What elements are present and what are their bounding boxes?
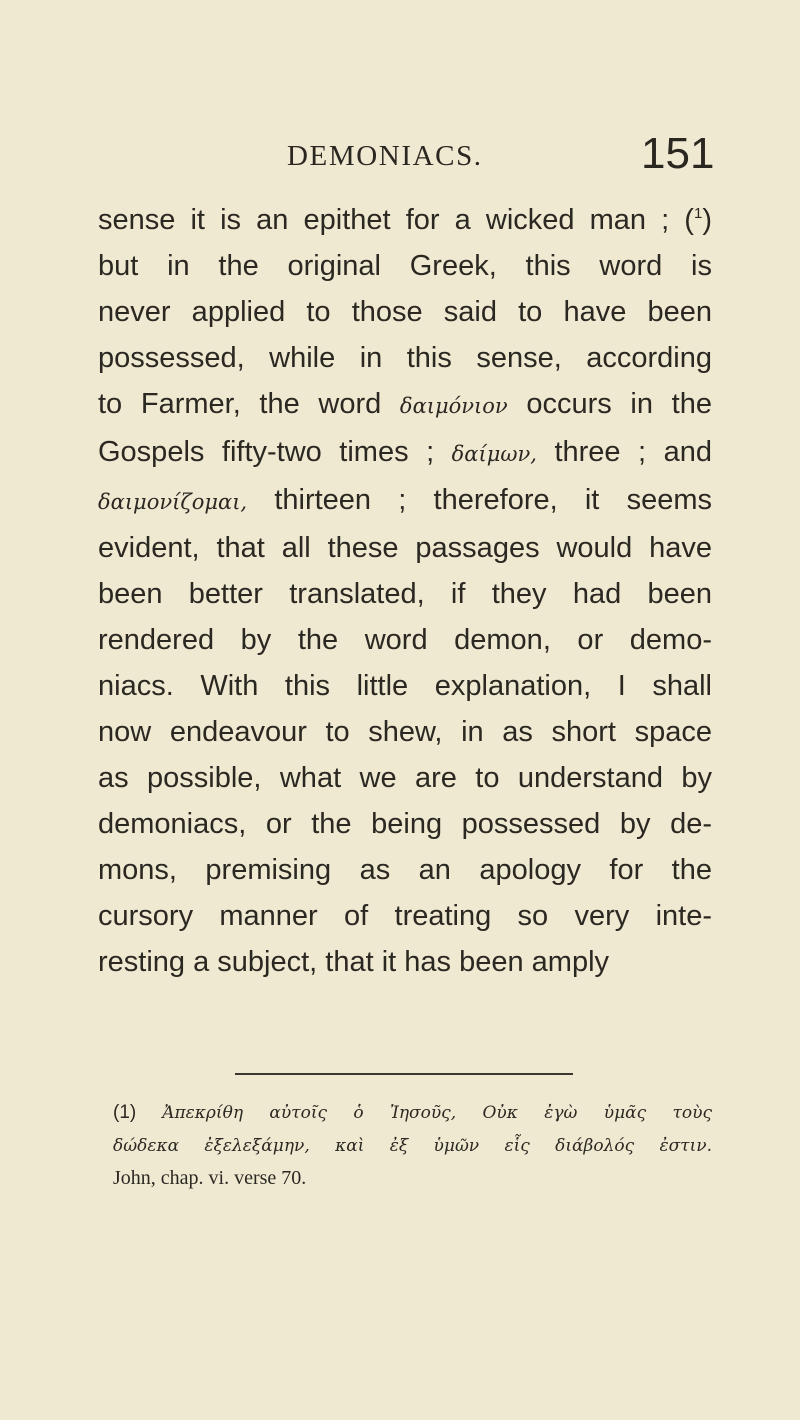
- body-text: [98, 197, 712, 985]
- footnote-line: [113, 1096, 712, 1129]
- text-line: mons, premising as an apology for the: [98, 854, 712, 886]
- text-line: as possible, what we are to understand by: [98, 762, 712, 794]
- greek-word: δαίμων,: [451, 442, 537, 466]
- text-line: evident, that all these passages would have: [98, 532, 712, 564]
- footnote-citation: John, chap. vi. verse 70.: [113, 1167, 307, 1189]
- greek-quotation: δώδεκα ἐξελεξάμην, καὶ ἐξ ὑμῶν εἷς διάβολός ἐστιν.: [113, 1136, 712, 1156]
- text-line: but in the original Greek, this word is: [98, 250, 712, 282]
- greek-word: δαιμόνιον: [399, 394, 508, 418]
- text-line: been better translated, if they had been: [98, 578, 712, 610]
- text-line: Gospels fifty-two times ; δαίμων, three ; and: [98, 436, 712, 468]
- footnote-reference: 1: [693, 205, 703, 222]
- text-line: now endeavour to shew, in as short space: [98, 716, 712, 748]
- running-title: DEMONIACS.: [287, 140, 483, 172]
- text-line: niacs. With this little explanation, I shall: [98, 670, 712, 702]
- text-line: sense it is an epithet for a wicked man ; ($^1$): [98, 204, 712, 236]
- text-line: rendered by the word demon, or demo-: [98, 624, 712, 656]
- text-line: possessed, while in this sense, according: [98, 342, 712, 374]
- footnote-line: [113, 1129, 712, 1162]
- text-line: δαιμονίζομαι, thirteen ; therefore, it seems: [98, 484, 712, 516]
- running-header: [0, 126, 800, 176]
- text-line: to Farmer, the word δαιμόνιον occurs in the: [98, 388, 712, 420]
- text-line: demoniacs, or the being possessed by de-: [98, 808, 712, 840]
- greek-word: δαιμονίζομαι,: [98, 490, 248, 514]
- footnote: [113, 1096, 712, 1194]
- text-line: resting a subject, that it has been amply: [98, 946, 610, 978]
- text-line: cursory manner of treating so very inte-: [98, 900, 712, 932]
- greek-quotation: Ἀπεκρίθη αὐτοῖς ὁ Ἰησοῦς, Οὐκ ἐγὼ ὑμᾶς τοὺς: [162, 1103, 713, 1123]
- page-number: 151: [641, 129, 715, 178]
- footnote-marker: (1): [113, 1102, 137, 1123]
- text-line: never applied to those said to have been: [98, 296, 712, 328]
- footnote-divider: [235, 1073, 573, 1075]
